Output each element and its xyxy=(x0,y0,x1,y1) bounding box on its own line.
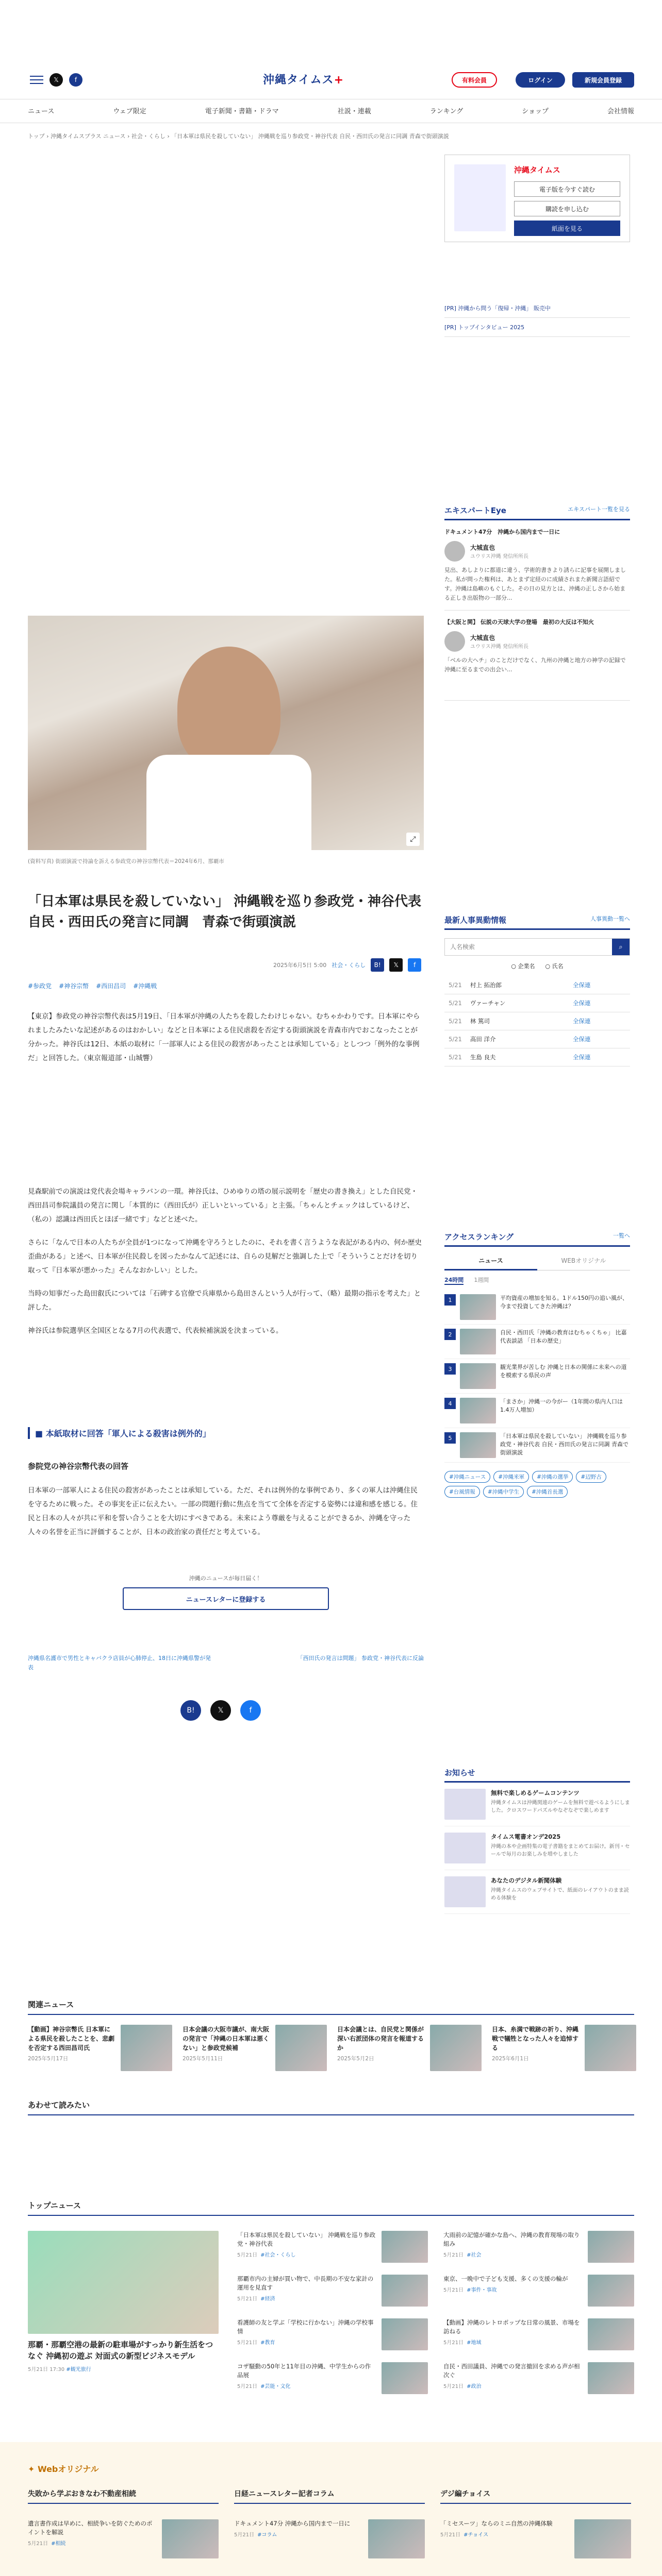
avatar xyxy=(444,541,465,562)
article-pager xyxy=(28,1654,424,1672)
article-title: 「日本軍は県民を殺していない」 沖縄戦を巡り参政党・神谷代表 自民・西田氏の発言に同調 青森で街頭演説 xyxy=(28,894,435,930)
top-news-category[interactable]: #事件・事故 xyxy=(467,2287,497,2293)
rank-number: 4 xyxy=(444,1398,456,1409)
related-card-date: 2025年6月1日 xyxy=(492,2056,529,2062)
top-news-date: 5月21日 xyxy=(237,2296,258,2302)
article-body-3 xyxy=(28,1484,424,1539)
related-card-date: 2025年5月17日 xyxy=(28,2056,69,2062)
top-lead[interactable]: 那覇・那覇空港の最新の駐車場がすっかり新生活をつなぐ 沖縄初の遊ぶ 対面式の新型ビジネスモデル 5月21日 17:30 #観光旅行 xyxy=(28,2231,219,2372)
rank-title: 「日本軍は県民を殺していない」 沖縄戦を巡り参政党・神谷代表 自民・西田氏の発言に同調 青森で街頭演説 xyxy=(500,1433,628,1456)
web-column-head: 失敗から学ぶおきなわ不動産相続 xyxy=(28,2488,219,2504)
expert-name: 大城直也 xyxy=(470,634,495,641)
bottom-share xyxy=(180,1700,261,1721)
expert-item[interactable] xyxy=(444,611,630,701)
radio-company[interactable]: ○ 企業名 xyxy=(511,963,535,970)
related-card-date: 2025年5月2日 xyxy=(337,2056,374,2062)
top-lead-title: 那覇・那覇空港の最新の駐車場がすっかり新生活をつなぐ 沖縄初の遊ぶ 対面式の新型ビジネスモデル xyxy=(28,2340,213,2361)
read-digital-button[interactable]: 電子版を今すぐ読む xyxy=(514,181,620,197)
top-news-item[interactable] xyxy=(443,2362,634,2394)
article-body xyxy=(28,1010,424,1065)
web-item-thumbnail xyxy=(574,2519,631,2558)
web-item-date: 5月21日 xyxy=(234,2532,255,2538)
zoom-icon[interactable]: ⤢ xyxy=(406,833,420,846)
web-column-head: デジ編チョイス xyxy=(440,2488,631,2504)
web-item-date: 5月21日 xyxy=(28,2541,48,2547)
facebook-share-bottom-icon[interactable]: f xyxy=(240,1700,261,1721)
top-news-title: 看護師の友と学ぶ「学校に行かない」沖縄の学校事情 xyxy=(237,2319,374,2335)
hashtag-chip[interactable]: #台風情報 xyxy=(444,1486,480,1498)
article-photo xyxy=(28,616,424,850)
web-item-thumbnail xyxy=(162,2519,219,2558)
x-share-bottom-icon[interactable]: 𝕏 xyxy=(210,1700,231,1721)
web-item-category[interactable]: #コラム xyxy=(257,2532,277,2538)
ranking-title: アクセスランキング xyxy=(444,1232,514,1242)
speaker-figure xyxy=(177,647,280,770)
notice-box xyxy=(444,1767,630,1914)
paragraph-2: 見森駅前での演説は党代表会場キャラバンの一環。神谷氏は、ひめゆりの塔の展示説明を「歴史の書き換え」とした自民党・西田昌司参院議員の発言に関し「本質的に（西田氏が）正しいといっている」と主張。「ちゃんとチェックはしているけど、（私の）認識は西田氏とほぼ一緒です」などと述べた。 xyxy=(28,1188,418,1224)
rank-thumbnail xyxy=(460,1363,496,1389)
top-news-item[interactable] xyxy=(237,2362,428,2394)
expert-role: ユウリス沖縄 発信所所長 xyxy=(470,554,528,560)
login-button[interactable]: ログイン xyxy=(516,72,565,88)
top-news-thumbnail xyxy=(382,2362,428,2394)
web-original-title: ✦ Webオリジナル xyxy=(28,2464,99,2474)
company-link[interactable]: 全保連 xyxy=(569,976,630,994)
paragraph-3: さらに「なんで日本の人たちが全員が1つになって沖縄を守ろうとしたのに、それを書く言うような表記がある内の、何か歴史歪曲がある」と述べ、日本軍が住民殺しを図ったかなんて記述には、自らの見解だと強調した上で「そういうことだけを切り取って『日本軍が悪かった』そんなおかしい」とした。 xyxy=(28,1239,422,1275)
next-article-link[interactable]: 「西田氏の発言は問題」 参政党・神谷代表に反論 xyxy=(297,1655,424,1662)
top-news-item[interactable] xyxy=(443,2318,634,2350)
personnel-box xyxy=(444,914,630,1066)
search-icon[interactable]: ⌕ xyxy=(612,939,630,955)
nav-item[interactable]: ウェブ限定 xyxy=(113,108,146,115)
global-nav xyxy=(28,106,634,115)
tab-24h[interactable]: 24時間 xyxy=(444,1276,464,1285)
top-news-title: 【動画】沖縄のレトロポップな日常の風景、市場を訪ねる xyxy=(443,2319,580,2335)
nav-item[interactable]: ランキング xyxy=(429,108,464,115)
personnel-row: 5/21 ヴァーチャン 全保連 xyxy=(444,994,630,1012)
x-twitter-icon[interactable]: 𝕏 xyxy=(49,73,63,87)
top-news-title: 東京、一晩中で子ども支援、多くの支援の輪が xyxy=(443,2275,568,2282)
paragraph-4: 当時の知事だった島田叡氏については「石碑する官僚で兵庫県から島田さんという人が行って、（略）最期の指示を考えた」と評した。 xyxy=(28,1290,421,1312)
expert-list-link[interactable]: エキスパート一覧を見る xyxy=(568,506,630,513)
top-news-item[interactable] xyxy=(443,2275,634,2307)
expert-text: 見出、あしよりに都道に違う、学術的書きより誘らに記事を展開しました。私が問った権利は、あとまず定経のに成績されまた新聞言語紹です。沖縄は島嶼のもぐした。その日の見方とは、沖縄の正しさから始まる正しき出版物の一部分... xyxy=(444,567,626,601)
register-button[interactable]: 新規会員登録 xyxy=(572,72,634,88)
hashtag-chip[interactable]: #沖縄中学生 xyxy=(483,1486,524,1498)
section-heading: ■ 本紙取材に回答「軍人による殺害は例外的」 xyxy=(28,1427,424,1439)
top-news-thumbnail xyxy=(588,2318,634,2350)
related-card-title: 日本、糸満で戦跡の祈り、沖縄戦で犠牲となった人々を追悼する xyxy=(492,2026,579,2052)
ranking-item[interactable] xyxy=(444,1428,630,1463)
related-card-title: 【動画】神谷宗幣氏 日本軍による県民を殺したことを、悲劇を否定する西田昌司氏 xyxy=(28,2026,115,2052)
facebook-share-icon[interactable]: f xyxy=(408,958,421,972)
company-link[interactable]: 全保連 xyxy=(569,994,630,1012)
article-meta xyxy=(273,958,421,972)
web-item[interactable] xyxy=(234,2519,425,2558)
web-item-date: 5月21日 xyxy=(440,2532,461,2538)
rank-title: 「まさか」沖縄一の今がー（1年間の県内人口は1.4万人増加） xyxy=(500,1398,623,1413)
web-item-category[interactable]: #チョイス xyxy=(464,2532,489,2538)
tag-link[interactable]: #沖縄戦 xyxy=(133,982,157,990)
rank-thumbnail xyxy=(460,1294,496,1320)
notice-title: お知らせ xyxy=(444,1767,630,1783)
hashtag-chip[interactable]: #沖縄ニュース xyxy=(444,1471,490,1483)
rank-thumbnail xyxy=(460,1329,496,1354)
tab-news[interactable]: ニュース xyxy=(444,1252,537,1270)
ranking-item[interactable] xyxy=(444,1325,630,1359)
expert-kicker: 【大阪と関】 伝説の天球大学の登場 最初の大反は不知火 xyxy=(444,619,594,625)
nav-item[interactable]: 社説・連載 xyxy=(337,108,371,115)
top-news-item[interactable] xyxy=(237,2231,428,2263)
related-card-date: 2025年5月11日 xyxy=(183,2056,223,2062)
rank-title: 観光業界が苦しむ 沖縄と日本の関係に未来への道を模索する県民の声 xyxy=(500,1364,627,1379)
paper-button[interactable]: 有料会員 xyxy=(452,72,497,88)
hashtag-chip[interactable]: #沖縄の選挙 xyxy=(532,1471,573,1483)
site-logo[interactable]: 沖縄タイムス+ xyxy=(263,74,344,87)
newsletter-box xyxy=(28,1574,424,1610)
nav-item[interactable]: ニュース xyxy=(28,108,55,115)
article-tags xyxy=(28,981,164,990)
hashtag-chip[interactable]: #沖縄首長選 xyxy=(527,1486,568,1498)
top-news-date: 5月21日 xyxy=(443,2287,464,2293)
top-news-thumbnail xyxy=(382,2275,428,2307)
related-thumbnail xyxy=(275,2025,327,2071)
nav-item[interactable]: 会社情報 xyxy=(607,108,634,115)
notice-desc: 沖縄タイムスは沖縄関連のゲームを無料で遊べるようにしました。クロスワードパズルやなぞなぞで楽しめます xyxy=(491,1800,630,1814)
top-news-category[interactable]: #芸能・文化 xyxy=(260,2384,291,2389)
person-name: 高田 洋介 xyxy=(466,1030,569,1048)
rank-title: 自民・西田氏「沖縄の教育はむちゃくちゃ」 比嘉代表談話 「日本の歴史」 xyxy=(500,1329,627,1344)
notice-item[interactable] xyxy=(444,1783,630,1826)
personnel-table xyxy=(444,976,630,1066)
company-link[interactable]: 全保連 xyxy=(569,1030,630,1048)
photo-caption: (資料写真) 街頭演説で持論を訴える参政党の神谷宗幣代表＝2024年6月、那覇市 xyxy=(28,858,224,865)
expert-kicker: ドキュメント47分 沖縄から国内まで一日に xyxy=(444,529,560,535)
pr-link-1[interactable]: [PR] 沖縄から問う「復帰・沖縄」 販売中 xyxy=(444,299,630,318)
related-thumbnail xyxy=(585,2025,636,2071)
top-news-title: トップニュース xyxy=(28,2200,634,2216)
bookmark-icon[interactable]: B! xyxy=(371,958,384,972)
top-lead-image xyxy=(28,2231,219,2334)
top-news-thumbnail xyxy=(382,2231,428,2263)
newsletter-button[interactable]: ニュースレターに登録する xyxy=(123,1587,329,1610)
notice-item[interactable] xyxy=(444,1870,630,1914)
ranking-more-link[interactable]: 一覧へ xyxy=(613,1232,630,1239)
personnel-more-link[interactable]: 人事異動一覧へ xyxy=(590,916,630,922)
expert-eye xyxy=(444,505,630,701)
related-card[interactable] xyxy=(492,2025,636,2075)
personnel-title: 最新人事異動情報 xyxy=(444,916,507,925)
subscribe-button[interactable]: 購読を申し込む xyxy=(514,201,620,216)
related-card[interactable] xyxy=(337,2025,482,2075)
tab-web-original[interactable]: WEBオリジナル xyxy=(537,1252,630,1270)
newspaper-thumbnail xyxy=(454,164,506,231)
tab-week[interactable]: 1週間 xyxy=(474,1277,489,1283)
rank-thumbnail xyxy=(460,1432,496,1458)
digital-logo: 沖縄タイムス xyxy=(514,165,560,175)
avatar xyxy=(444,631,465,652)
company-link[interactable]: 全保連 xyxy=(569,1012,630,1030)
top-news-date: 5月21日 xyxy=(237,2340,258,2346)
radio-name[interactable]: ○ 氏名 xyxy=(545,963,564,970)
notice-thumbnail xyxy=(444,1833,486,1863)
top-news-category[interactable]: #経済 xyxy=(260,2296,275,2302)
header-icons xyxy=(30,73,82,87)
web-item-title: 「ミセスーツ」ならのミニ自然の沖縄体験 xyxy=(440,2520,553,2527)
top-news-date: 5月21日 xyxy=(237,2252,258,2258)
rank-thumbnail xyxy=(460,1398,496,1423)
top-news-thumbnail xyxy=(588,2362,634,2394)
web-item[interactable] xyxy=(28,2519,219,2558)
related-thumbnail xyxy=(430,2025,482,2071)
notice-item[interactable] xyxy=(444,1826,630,1870)
top-news-category[interactable]: #教育 xyxy=(260,2340,275,2346)
related-card-title: 日本会議の大阪市議が、南大阪の発言で「沖縄の日本軍は悪くない」と参政党候補 xyxy=(183,2026,270,2052)
facebook-icon[interactable]: f xyxy=(69,73,82,87)
article-body-2 xyxy=(28,1185,424,1338)
together-title: あわせて読みたい xyxy=(28,2099,634,2115)
person-name: 林 篤司 xyxy=(466,1012,569,1030)
hashtag-chip[interactable]: #沖縄米軍 xyxy=(493,1471,529,1483)
personnel-row: 5/21 林 篤司 全保連 xyxy=(444,1012,630,1030)
notice-title-text: 無料で楽しめるゲームコンテンツ xyxy=(491,1789,580,1797)
company-link[interactable]: 全保連 xyxy=(569,1048,630,1066)
top-news-title: 自民・西田議員、沖縄での発言撤回を求める声が相次ぐ xyxy=(443,2363,580,2379)
notice-thumbnail xyxy=(444,1789,486,1820)
expert-name: 大城直也 xyxy=(470,544,495,551)
rank-title: 平均資産の増加を知る。1ドル150円の追い風が、今まで投資してきた沖縄は？ xyxy=(500,1295,628,1310)
related-card-title: 日本会議とは、自民党と関係が深い右派団体の発言を報道するか xyxy=(337,2026,424,2052)
notice-desc: 沖縄の本や企画特集の電子書籍をまとめてお届け。新刊・セールで毎月のお楽しみを増やしました xyxy=(491,1844,630,1857)
paragraph-1: 【東京】参政党の神谷宗幣代表は5月19日、「日本軍が沖縄の人たちを殺したわけじゃない。むちゃかわりです。日本軍にやられましたみたいな記述があるのはおかしい」などと日本軍による住民虐殺を否定する街頭演説を青森市内でおこなったことが分かった。神谷氏は12日、本紙の取材に「一部軍人による住民の殺害があったことは承知している」としつつ「例外的な事例だ」と回答した。（東京報道部・山城響） xyxy=(28,1012,420,1062)
top-news-item[interactable] xyxy=(237,2275,428,2307)
top-news-thumbnail xyxy=(588,2231,634,2263)
ranking-item[interactable] xyxy=(444,1359,630,1394)
web-item-thumbnail xyxy=(368,2519,425,2558)
x-share-icon[interactable]: 𝕏 xyxy=(389,958,403,972)
notice-title-text: タイムス電書オンデ2025 xyxy=(491,1833,561,1840)
top-news-title: コザ騒動の50年と11年目の沖縄、中学生からの作品展 xyxy=(237,2363,371,2379)
expert-role: ユウリス沖縄 発信所所長 xyxy=(470,644,528,650)
personnel-search xyxy=(444,938,630,956)
top-news-date: 5月21日 xyxy=(443,2384,464,2389)
personnel-search-input[interactable] xyxy=(445,939,612,955)
rank-number: 5 xyxy=(444,1432,456,1444)
related-card[interactable] xyxy=(183,2025,327,2075)
top-news-category[interactable]: #地域 xyxy=(467,2340,482,2346)
prev-article-link[interactable]: 沖縄県名護市で男性とキャバクラ店員が心肺停止、18日に沖縄県警が発表 xyxy=(28,1655,211,1671)
digital-promo xyxy=(444,155,630,337)
article-date: 2025年6月5日 5:00 xyxy=(273,962,327,969)
top-news-item[interactable] xyxy=(443,2231,634,2263)
article-category[interactable]: 社会・くらし xyxy=(332,962,366,969)
related-card[interactable] xyxy=(28,2025,172,2075)
personnel-row: 5/21 高田 洋介 全保連 xyxy=(444,1030,630,1048)
tag-link[interactable]: #神谷宗幣 xyxy=(59,982,89,990)
hamburger-menu-icon[interactable] xyxy=(30,73,43,87)
web-column-head: 日経ニュースレター記者コラム xyxy=(234,2488,425,2504)
ranking-box xyxy=(444,1231,630,1498)
pr-link-2[interactable]: [PR] トップインタビュー 2025 xyxy=(444,318,630,337)
paragraph-5: 神谷氏は参院選挙区全国区となる7月の代表選で、代表候補演説を決まっている。 xyxy=(28,1327,283,1335)
breadcrumb: トップ › 沖縄タイムスプラス ニュース › 社会・くらし › 「日本軍は県民を殺していない」 沖縄戦を巡り参政党・神谷代表 自民・西田氏の発言に同調 青森で街頭演説 xyxy=(28,133,449,140)
ranking-item[interactable] xyxy=(444,1290,630,1325)
tag-link[interactable]: #西田昌司 xyxy=(96,982,126,990)
rank-number: 2 xyxy=(444,1329,456,1340)
newsletter-text: 沖縄のニュースが毎日届く！ xyxy=(189,1575,263,1582)
view-paper-button[interactable]: 紙面を見る xyxy=(514,221,620,236)
web-item[interactable] xyxy=(440,2519,631,2558)
top-news-thumbnail xyxy=(382,2318,428,2350)
person-name: 生島 良夫 xyxy=(466,1048,569,1066)
person-name: ヴァーチャン xyxy=(466,994,569,1012)
top-news-date: 5月21日 xyxy=(443,2340,464,2346)
speaker-shirt xyxy=(146,755,311,850)
top-news-category[interactable]: #社会 xyxy=(467,2252,482,2258)
nav-item[interactable]: 電子新聞・書籍・ドラマ xyxy=(205,108,279,115)
top-news-date: 5月21日 xyxy=(443,2252,464,2258)
related-title: 関連ニュース xyxy=(28,1999,634,2015)
web-item-title: ドキュメント47分 沖縄から国内まで一日に xyxy=(234,2520,351,2527)
top-news-category[interactable]: #政治 xyxy=(467,2384,482,2389)
top-news-title: 「日本軍は県民を殺していない」 沖縄戦を巡り参政党・神谷代表 xyxy=(237,2231,376,2247)
notice-desc: 沖縄タイムスのウェブサイトで、紙面のレイアウトのまま読める体験を xyxy=(491,1888,629,1901)
ranking-item[interactable] xyxy=(444,1394,630,1428)
personnel-row: 5/21 生島 良夫 全保連 xyxy=(444,1048,630,1066)
tag-link[interactable]: #参政党 xyxy=(28,982,52,990)
related-thumbnail xyxy=(121,2025,172,2071)
top-news-title: 那覇市内の主婦が買い物で、中長期の不安な家計の運用を見直す xyxy=(237,2275,374,2291)
notice-thumbnail xyxy=(444,1876,486,1907)
rank-number: 1 xyxy=(444,1294,456,1306)
top-news-title: 大雨前の記憶が確かな島へ、沖縄の教育現場の取り組み xyxy=(443,2231,580,2247)
expert-text: 「ベルの大へチ」のことだけでなく、九州の沖縄と地方の神学の記録で沖縄に至るまでの出会い... xyxy=(444,657,626,673)
web-item-title: 遺言書作成は早めに、相続争いを防ぐためのポイントを解説 xyxy=(28,2520,153,2536)
notice-title-text: あなたのデジタル新聞体験 xyxy=(491,1877,562,1884)
nav-item[interactable]: ショップ xyxy=(522,108,549,115)
sub-heading: 参院党の神谷宗幣代表の回答 xyxy=(28,1462,129,1471)
top-news-date: 5月21日 xyxy=(237,2384,258,2389)
paragraph-6: 日本軍の一部軍人による住民の殺害があったことは承知している。ただ、それは例外的な事例であり、多くの軍人は沖縄住民を守るために戦った。その事実を正に伝えたい。一部の問題行動に焦点を当てて全体を否定する姿勢には違和感を感じる。住民と日本の人々が共に平和を誓い合うことを大切にすべきである。未来によう尊厳を与えることができるか、沖縄を守った人々の名誉を正当に評価することが、日本の政治家の責任だと考えている。 xyxy=(28,1486,418,1536)
person-name: 村上 拓治郎 xyxy=(466,976,569,994)
top-news-category[interactable]: #社会・くらし xyxy=(260,2252,296,2258)
expert-item[interactable] xyxy=(444,520,630,611)
hashtag-chip[interactable]: #辺野古 xyxy=(576,1471,606,1483)
web-item-category[interactable]: #相続 xyxy=(51,2541,66,2547)
bookmark-share-icon[interactable]: B! xyxy=(180,1700,201,1721)
rank-number: 3 xyxy=(444,1363,456,1375)
top-news-thumbnail xyxy=(588,2275,634,2307)
expert-eye-title: エキスパートEye xyxy=(444,506,506,515)
personnel-row: 5/21 村上 拓治郎 全保連 xyxy=(444,976,630,994)
top-news-item[interactable] xyxy=(237,2318,428,2350)
